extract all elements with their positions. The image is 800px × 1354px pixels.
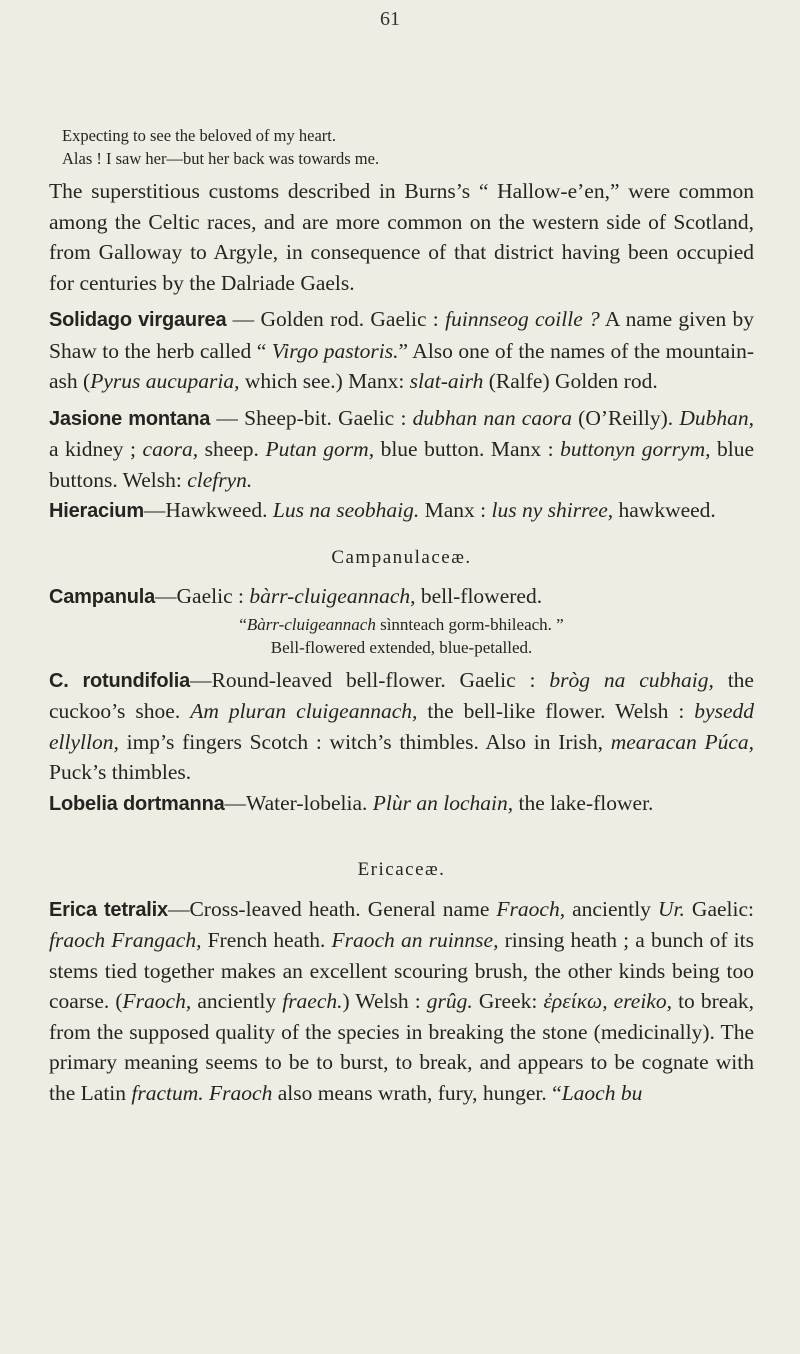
section-heading: Ericaceæ. xyxy=(357,859,446,880)
verse-line: Expecting to see the beloved of my heart. xyxy=(62,126,336,145)
entry-term: Lobelia dortmanna xyxy=(49,792,225,815)
gaelic-quote: “Bàrr-cluigeannach sìnnteach gorm-bhileach. ” Bell-flowered extended, blue-petalled. xyxy=(239,614,564,657)
section-heading: Campanulaceæ. xyxy=(331,546,472,568)
entry-campanula: Campanula—Gaelic : bàrr-cluigeannach, bell-flowered. xyxy=(49,584,543,608)
verse-quote xyxy=(49,124,754,170)
verse-line: Alas ! I saw her—but her back was towards me. xyxy=(62,149,380,168)
entry-term: C. rotundifolia xyxy=(49,669,191,692)
page-number: 61 xyxy=(380,8,400,30)
entry-term: Jasione montana xyxy=(49,407,211,430)
paragraph-burns: The superstitious customs described in Burns’s “ Hallow-e’en,” were common among the Celtic races, and are more common on the western side of Scotland, from Galloway to Argyle, in consequence of that district having been occupied for centuries by the Dalriade Gaels. xyxy=(49,179,754,295)
entry-term: Campanula xyxy=(49,586,156,608)
entry-term: Hieracium xyxy=(49,500,144,522)
entry-lobelia: Lobelia dortmanna—Water-lobelia. Plùr an lochain, the lake-flower. xyxy=(49,790,654,815)
entry-erica: Erica tetralix—Cross-leaved heath. General name Fraoch, anciently Ur. Gaelic: fraoch Frangach, French heath. Fraoch an ruinnse, rinsing heath ; a bunch of its stems tied together makes an excellent scouring brush, the other kinds being too coarse. (Fraoch, anciently fraech.) Welsh : grûg. Greek: ἐρείκω, ereiko, to break, from the supposed quality of the species in breaking the stone (medicinally). The primary meaning seems to be to burst, to break, and appears to be cognate with the Latin fractum. Fraoch also means wrath, fury, hunger. “Laoch bu xyxy=(49,896,755,1105)
entry-term: Solidago virgaurea xyxy=(49,309,227,331)
entry-solidago: Solidago virgaurea — Golden rod. Gaelic : fuinnseog coille ? A name given by Shaw to the herb called “ Virgo pastoris.” Also one of the names of the mountain-ash (Pyrus aucuparia, which see.) Manx: slat-airh (Ralfe) Golden rod. xyxy=(49,307,754,393)
entry-hieracium: Hieracium—Hawkweed. Lus na seobhaig. Manx : lus ny shirree, hawkweed. xyxy=(49,498,716,522)
entry-term: Erica tetralix xyxy=(49,898,168,921)
entry-rotundifolia: C. rotundifolia—Round-leaved bell-flower. Gaelic : bròg na cubhaig, the cuckoo’s shoe. Am pluran cluigeannach, the bell-like flower. Welsh : bysedd ellyllon, imp’s fingers Scotch : witch’s thimbles. Also in Irish, mearacan Púca, Puck’s thimbles. xyxy=(49,667,755,784)
page-body xyxy=(49,124,754,1108)
entry-jasione: Jasione montana — Sheep-bit. Gaelic : dubhan nan caora (O’Reilly). Dubhan, a kidney ; caora, sheep. Putan gorm, blue button. Manx : buttonyn gorrym, blue buttons. Welsh: clefryn. xyxy=(49,405,755,492)
